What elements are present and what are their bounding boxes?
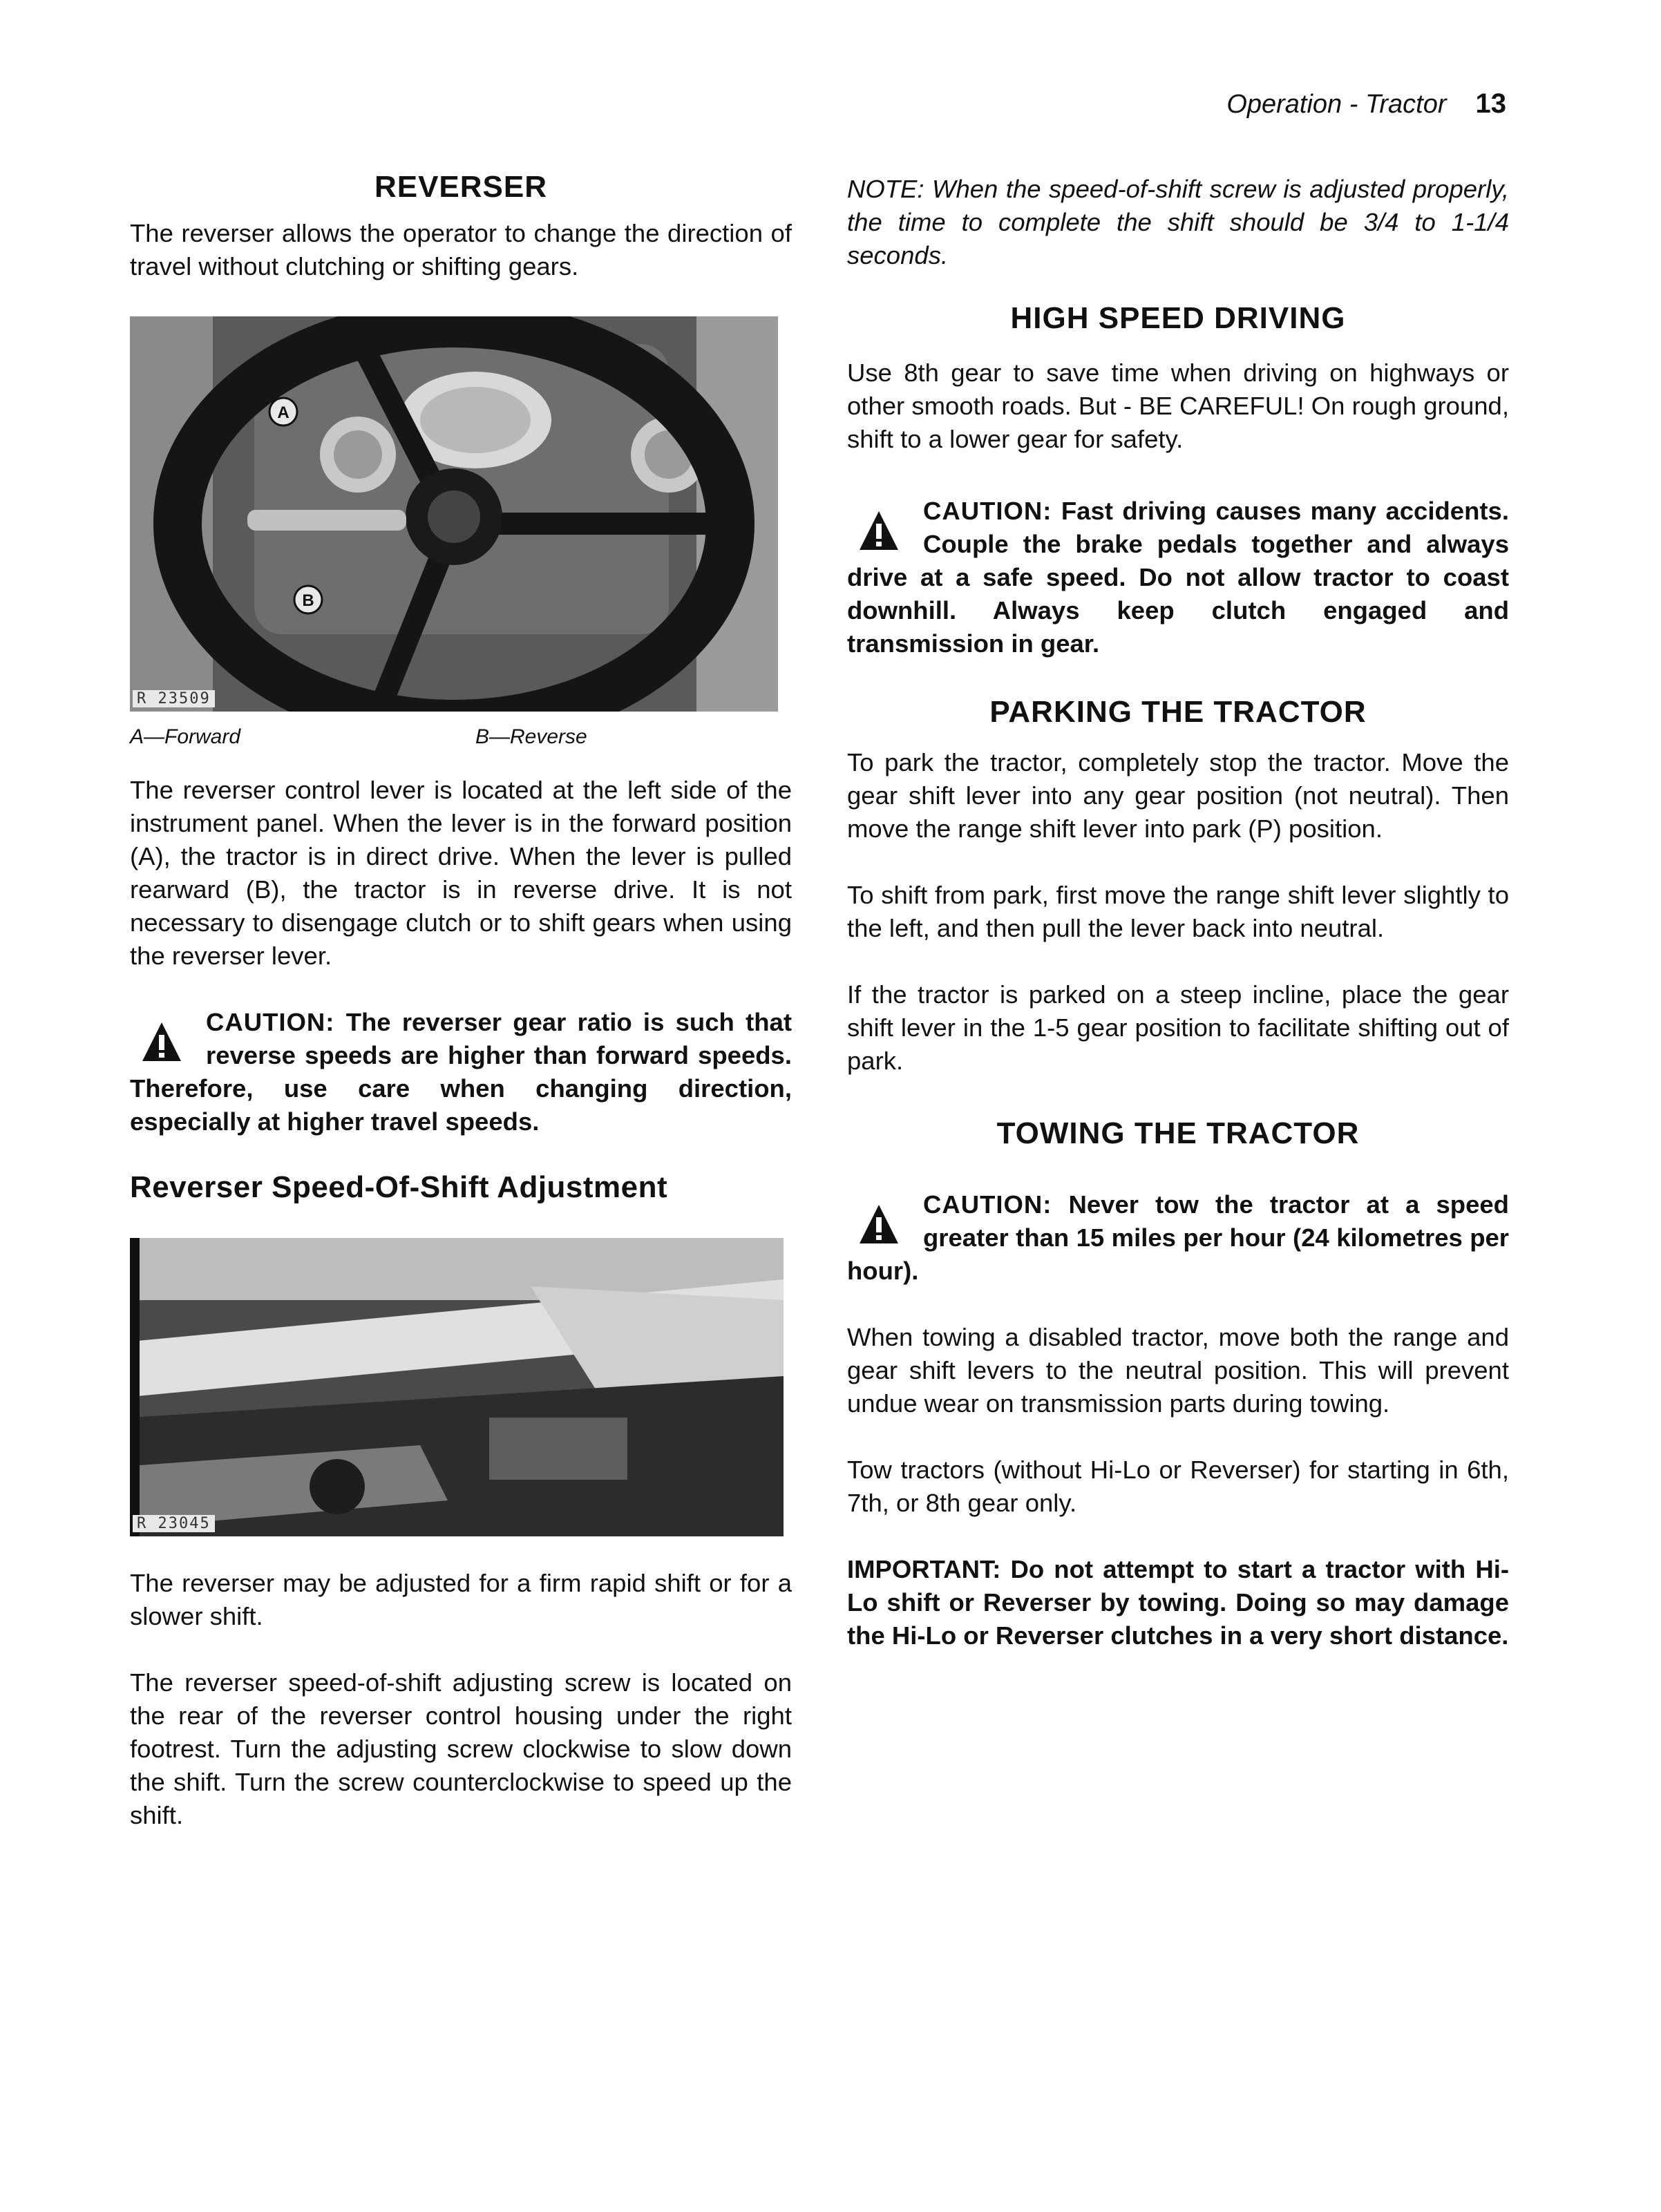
caption-reverse: B—Reverse bbox=[475, 725, 587, 748]
housing-illustration bbox=[130, 1238, 784, 1536]
parking-p1: To park the tractor, completely stop the tractor. Move the gear shift lever into any gear position (not neutral). Then move the range shift lever into park (P) position. bbox=[847, 748, 1509, 843]
steering-wheel-photo bbox=[130, 316, 778, 712]
parking-p3: If the tractor is parked on a steep incline, place the gear shift lever in the 1-5 gear position to facilitate shifting out of park. bbox=[847, 980, 1509, 1075]
reverser-heading: REVERSER bbox=[374, 170, 548, 204]
shift-time-note: NOTE: When the speed-of-shift screw is adjusted properly, the time to complete the shift should be 3/4 to 1-1/4 seconds. bbox=[847, 175, 1509, 269]
caution-label: CAUTION: bbox=[206, 1008, 335, 1036]
photo-code-2: R 23045 bbox=[133, 1515, 215, 1532]
steering-wheel-illustration bbox=[130, 316, 778, 712]
page-number: 13 bbox=[1475, 88, 1506, 119]
reverser-body: The reverser control lever is located at the left side of the instrument panel. When the lever is in the forward position (A), the tractor is in direct drive. When the lever is pulled rearward (B), the tractor is in reverse drive. It is not necessary to disengage clutch or to shift gears when using the reverser lever. bbox=[130, 776, 792, 970]
photo-code-1: R 23509 bbox=[133, 690, 215, 707]
warning-icon bbox=[141, 1021, 182, 1062]
adjustment-heading: Reverser Speed-Of-Shift Adjustment bbox=[130, 1170, 668, 1204]
caution-text: The reverser gear ratio is such that reverse speeds are higher than forward speeds. Therefore, use care when changing direction, especially at higher travel speeds. bbox=[130, 1008, 792, 1136]
parking-heading: PARKING THE TRACTOR bbox=[989, 695, 1367, 729]
section-title: Operation - Tractor bbox=[1226, 90, 1447, 119]
left-column bbox=[130, 163, 792, 1832]
adjustment-p2: The reverser speed-of-shift adjusting screw is located on the rear of the reverser control housing under the right footrest. Turn the adjusting screw clockwise to slow down the shift. Turn the screw counterclockwise to speed up the shift. bbox=[130, 1668, 792, 1829]
towing-p1: When towing a disabled tractor, move both the range and gear shift levers to the neutral position. This will prevent undue wear on transmission parts during towing. bbox=[847, 1323, 1509, 1418]
parking-p2: To shift from park, first move the range shift lever slightly to the left, and then pull the lever back into neutral. bbox=[847, 881, 1509, 942]
warning-icon bbox=[858, 510, 900, 551]
caution-fast-driving bbox=[847, 495, 1509, 660]
caution-reverser bbox=[130, 1006, 792, 1138]
housing-photo bbox=[130, 1238, 784, 1536]
caution-towing bbox=[847, 1188, 1509, 1288]
important-notice: IMPORTANT: Do not attempt to start a tractor with Hi-Lo shift or Reverser by towing. Doing so may damage the Hi-Lo or Reverser clutches in a very short distance. bbox=[847, 1555, 1509, 1650]
right-column bbox=[847, 163, 1509, 1652]
callout-b-label: B bbox=[302, 591, 314, 610]
towing-heading: TOWING THE TRACTOR bbox=[996, 1116, 1360, 1150]
high-speed-heading: HIGH SPEED DRIVING bbox=[1010, 301, 1346, 335]
caption-forward: A—Forward bbox=[130, 725, 241, 748]
caution-label: CAUTION: bbox=[923, 1190, 1052, 1219]
towing-p2: Tow tractors (without Hi-Lo or Reverser) for starting in 6th, 7th, or 8th gear only. bbox=[847, 1456, 1509, 1517]
warning-icon bbox=[858, 1203, 900, 1245]
reverser-intro: The reverser allows the operator to change the direction of travel without clutching or shifting gears. bbox=[130, 219, 792, 280]
caution-text: Fast driving causes many accidents. Couple the brake pedals together and always drive at a safe speed. Do not allow tractor to coast downhill. Always keep clutch engaged and transmission in gear. bbox=[847, 497, 1509, 658]
photo-captions bbox=[130, 725, 792, 749]
page-header bbox=[1226, 88, 1506, 120]
callout-a-label: A bbox=[277, 403, 290, 422]
adjustment-p1: The reverser may be adjusted for a firm rapid shift or for a slower shift. bbox=[130, 1569, 792, 1630]
caution-label: CAUTION: bbox=[923, 497, 1052, 525]
high-speed-body: Use 8th gear to save time when driving on highways or other smooth roads. But - BE CAREFUL! On rough ground, shift to a lower gear for safety. bbox=[847, 359, 1509, 453]
caution-text: Never tow the tractor at a speed greater than 15 miles per hour (24 kilometres per hour). bbox=[847, 1190, 1509, 1285]
